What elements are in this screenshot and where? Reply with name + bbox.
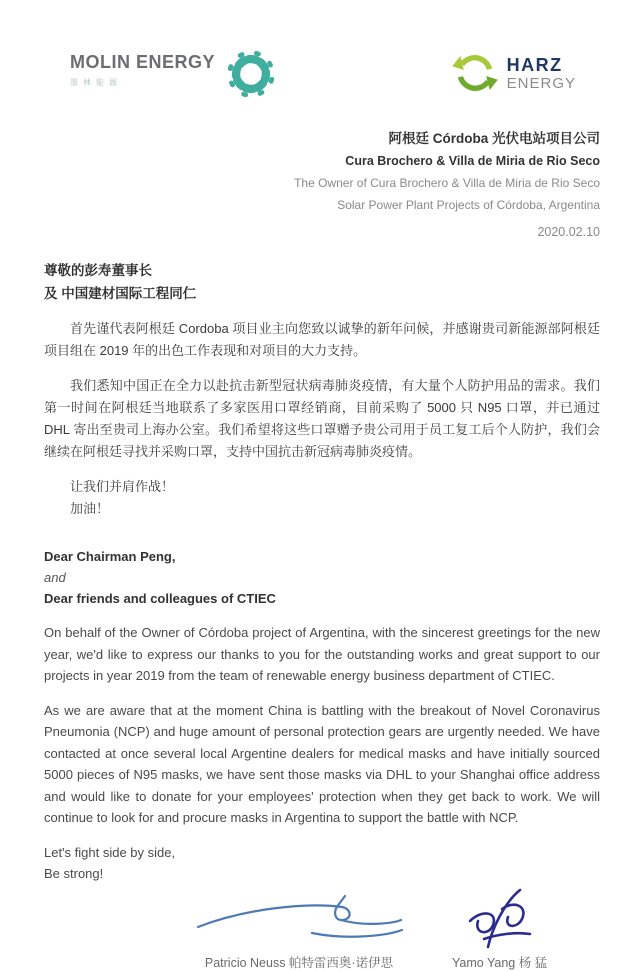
harz-logo-wordmark: HARZ [506, 54, 563, 75]
harz-logo-energy-text: ENERGY [506, 74, 576, 92]
english-salutation-line1: Dear Chairman Peng, [44, 549, 176, 564]
molin-logo-text-block [70, 52, 215, 88]
logo-row [44, 46, 600, 102]
signature-block [44, 887, 600, 971]
signature-name-patricio: Patricio Neuss 帕特雷西奥·诺伊思 [204, 955, 394, 970]
english-paragraph-2: As we are aware that at the moment China is battling with the breakout of Novel Coronavirus Pneumonia (NCP) and huge amount of personal protection gears are urgently needed. We have contacted at once several local Argentine dealers for medical masks and have initially sourced 5000 pieces of N95 masks, we have sent those masks via DHL to your Shanghai office address and would like to donate for your employees' protection when they get back to work. We will continue to look for and procure masks in Argentina to support the battle with NCP. [44, 702, 600, 825]
harz-logo-text-block [507, 56, 576, 91]
chinese-paragraph-2: 我们悉知中国正在全力以赴抗击新型冠状病毒肺炎疫情，有大量个人防护用品的需求。我们第一时间在阿根廷当地联系了多家医用口罩经销商，目前采购了 5000 只 N95 口罩，并已通过 DHL 寄出至贵司上海办公室。我们希望将这些口罩赠予贵公司用于员工复工后个人防护，我们会继续在阿根廷寻找并采购口罩，支持中国抗击新冠病毒肺炎疫情。 [44, 378, 600, 459]
english-salutation-line2: Dear friends and colleagues of CTIEC [44, 591, 276, 606]
patricio-neuss-signature-image [194, 893, 404, 951]
yamo-yang-signature-image [458, 887, 542, 951]
letterhead [44, 128, 600, 216]
chinese-salutation [44, 259, 600, 305]
harz-circular-arrows-icon [452, 50, 498, 96]
chinese-salutation-line1: 尊敬的彭寿董事长 [44, 263, 152, 278]
letterhead-project-line: Solar Power Plant Projects of Córdoba, Argentina [337, 198, 600, 212]
chinese-paragraph-1: 首先谨代表阿根廷 Cordoba 项目业主向您致以诚挚的新年问候，并感谢贵司新能源部阿根廷项目组在 2019 年的出色工作表现和对项目的大力支持。 [44, 321, 600, 358]
letterhead-company-en: Cura Brochero & Villa de Miria de Rio Seco [345, 154, 600, 168]
english-closing-line1: Let's fight side by side, [44, 844, 176, 860]
chinese-slogan-line1: 让我们并肩作战！ [70, 479, 175, 494]
signature-yamo-yang [452, 887, 547, 971]
english-closing-line2: Be strong! [44, 866, 104, 881]
signature-patricio-neuss [194, 893, 404, 971]
letterhead-company-cn: 阿根廷 Córdoba 光伏电站项目公司 [388, 131, 600, 146]
chinese-slogan-line2: 加油！ [70, 501, 110, 516]
harz-energy-logo [452, 50, 576, 96]
english-salutation-conjunction: and [44, 570, 66, 585]
molin-logo-chinese-subtext: 墨林能源 [70, 78, 122, 87]
english-closing [44, 842, 600, 885]
letter-date: 2020.02.10 [537, 225, 600, 239]
english-salutation [44, 546, 600, 609]
molin-logo-wordmark: MOLIN ENERGY [70, 52, 216, 72]
signature-name-yamo: Yamo Yang 杨 猛 [452, 955, 548, 970]
molin-gear-icon [223, 46, 279, 102]
english-paragraph-1: On behalf of the Owner of Córdoba project of Argentina, with the sincerest greetings for the new year, we'd like to express our thanks to you for the outstanding works and great support to our projects in year 2019 from the team of renewable energy business department of CTIEC. [44, 625, 600, 683]
molin-energy-logo [70, 46, 279, 102]
letterhead-owner-line: The Owner of Cura Brochero & Villa de Miria de Rio Seco [294, 176, 600, 190]
chinese-salutation-line2: 及 中国建材国际工程同仁 [44, 286, 197, 301]
